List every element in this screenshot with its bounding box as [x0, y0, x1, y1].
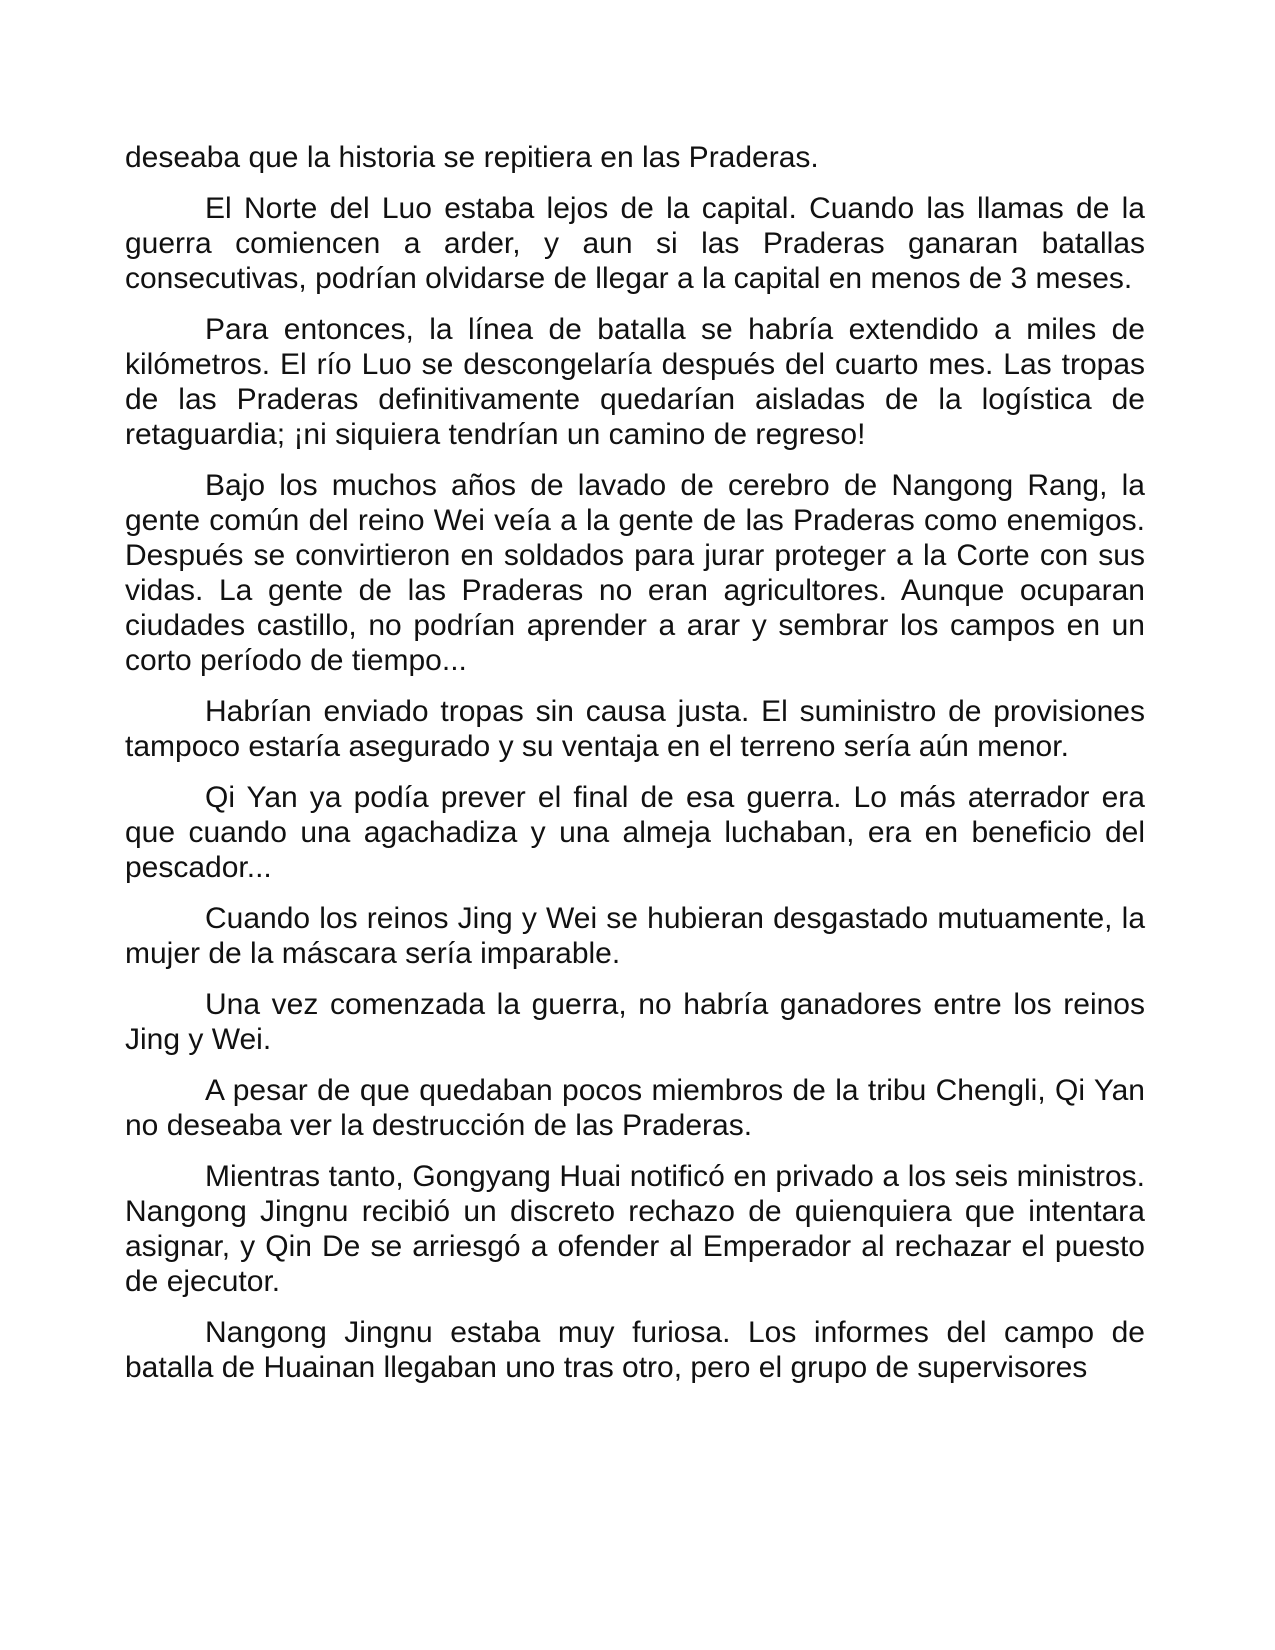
paragraph-gongyang-huai: Mientras tanto, Gongyang Huai notificó en privado a los seis ministros. Nangong Jingnu recibió un discreto rechazo de quienquiera que intentara asignar, y Qin De se arriesgó a ofender al Emperador al rechazar el puesto de ejecutor. — [125, 1160, 1145, 1298]
paragraph-desgastado: Cuando los reinos Jing y Wei se hubieran desgastado mutuamente, la mujer de la máscara sería imparable. — [125, 902, 1145, 970]
paragraph-tropas-sin-causa: Habrían enviado tropas sin causa justa. El suministro de provisiones tampoco estaría asegurado y su ventaja en el terreno sería aún menor. — [125, 695, 1145, 763]
paragraph-continuation: deseaba que la historia se repitiera en las Praderas. — [125, 141, 819, 174]
paragraph-tribu-chengli: A pesar de que quedaban pocos miembros de la tribu Chengli, Qi Yan no deseaba ver la destrucción de las Praderas. — [125, 1074, 1145, 1142]
paragraph-norte-del-luo: El Norte del Luo estaba lejos de la capital. Cuando las llamas de la guerra comiencen a arder, y aun si las Praderas ganaran batallas consecutivas, podrían olvidarse de llegar a la capital en menos de 3 meses. — [125, 192, 1145, 295]
paragraph-qi-yan-prever: Qi Yan ya podía prever el final de esa guerra. Lo más aterrador era que cuando una agachadiza y una almeja luchaban, era en beneficio del pescador... — [125, 781, 1145, 884]
paragraph-linea-de-batalla: Para entonces, la línea de batalla se habría extendido a miles de kilómetros. El río Luo se descongelaría después del cuarto mes. Las tropas de las Praderas definitivamente quedarían aisladas de la logística de retaguardia; ¡ni siquiera tendrían un camino de regreso! — [125, 313, 1145, 451]
paragraph-lavado-de-cerebro: Bajo los muchos años de lavado de cerebro de Nangong Rang, la gente común del reino Wei veía a la gente de las Praderas como enemigos. Después se convirtieron en soldados para jurar proteger a la Corte con sus vidas. La gente de las Praderas no eran agricultores. Aunque ocuparan ciudades castillo, no podrían aprender a arar y sembrar los campos en un corto período de tiempo... — [125, 469, 1145, 677]
paragraph-sin-ganadores: Una vez comenzada la guerra, no habría ganadores entre los reinos Jing y Wei. — [125, 988, 1145, 1056]
document-page — [125, 140, 1145, 1385]
paragraph-nangong-furiosa: Nangong Jingnu estaba muy furiosa. Los informes del campo de batalla de Huainan llegaban uno tras otro, pero el grupo de supervisores — [125, 1316, 1145, 1384]
